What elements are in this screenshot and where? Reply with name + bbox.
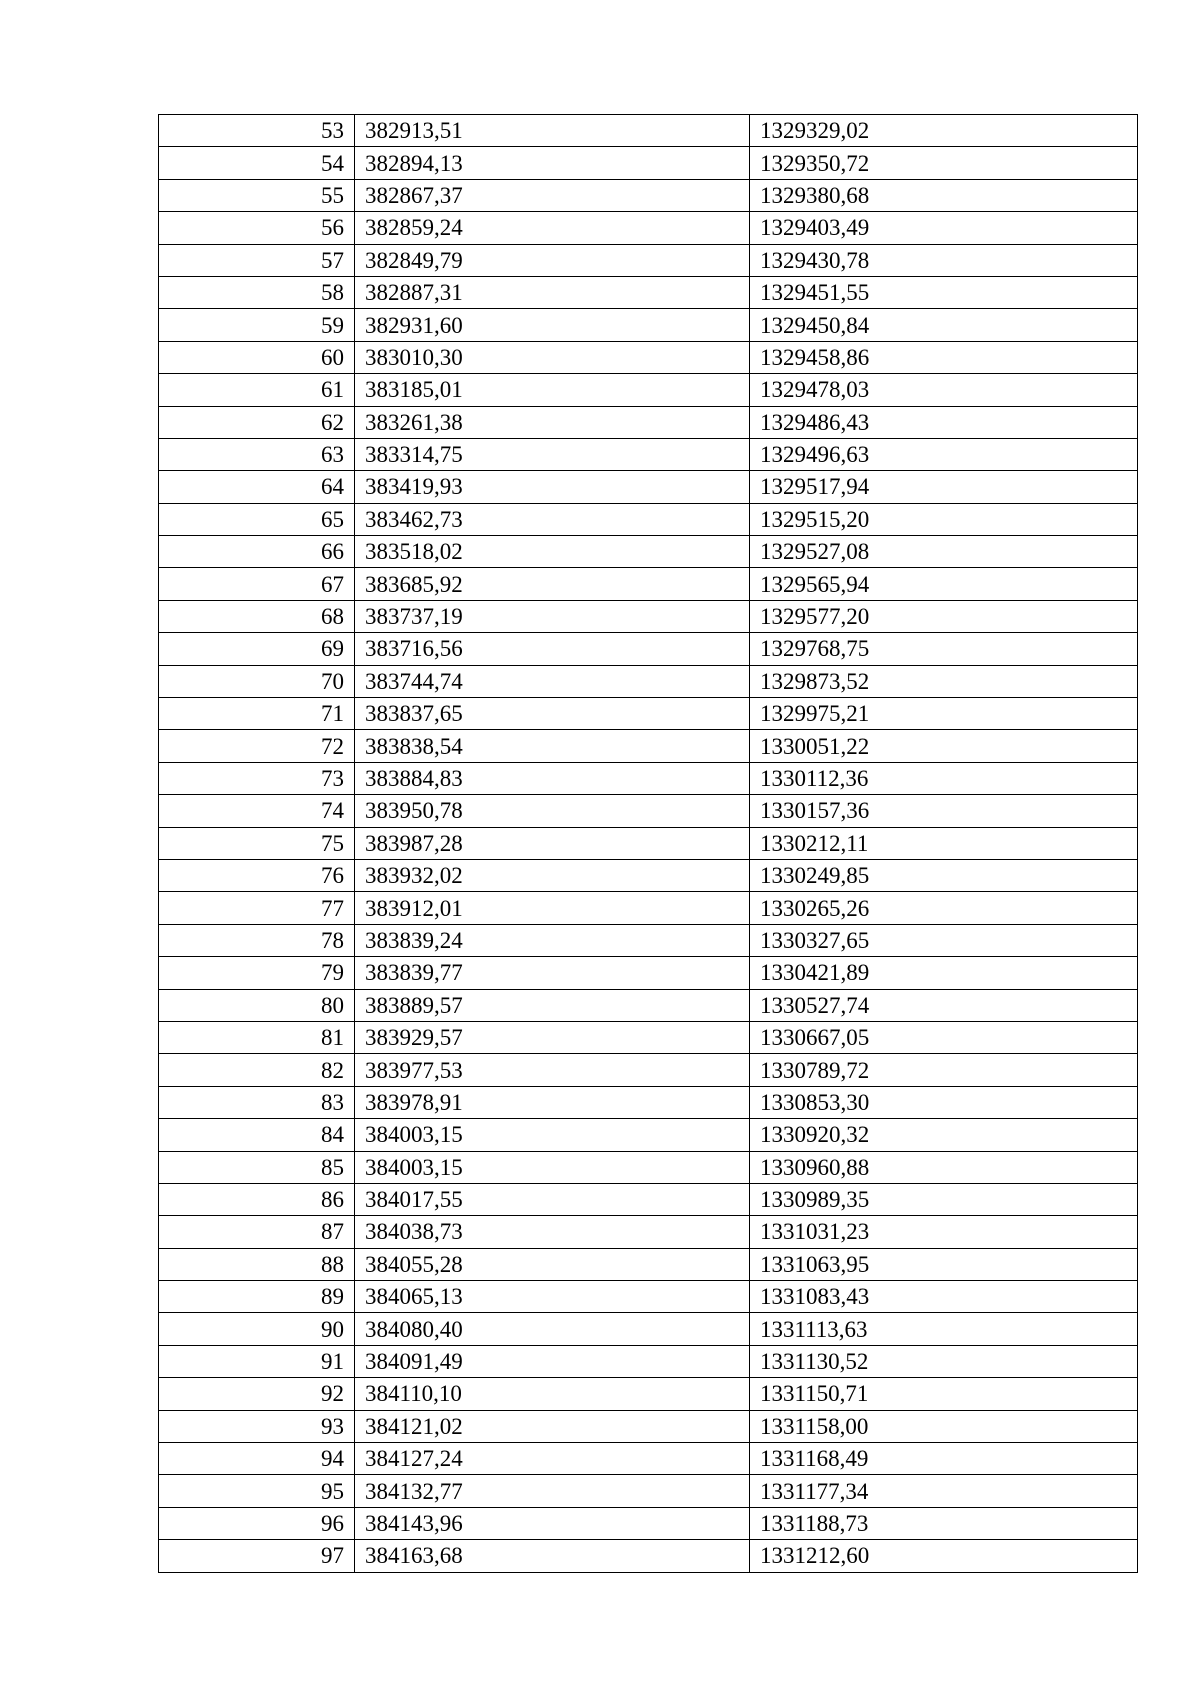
table-row xyxy=(159,1313,1138,1345)
y-coordinate-cell: 1329873,52 xyxy=(750,665,1138,697)
table-row xyxy=(159,1248,1138,1280)
x-coordinate-cell: 383839,77 xyxy=(355,957,750,989)
x-coordinate-cell: 384091,49 xyxy=(355,1345,750,1377)
y-coordinate-cell: 1329478,03 xyxy=(750,374,1138,406)
point-number-cell: 93 xyxy=(159,1410,355,1442)
point-number-cell: 80 xyxy=(159,989,355,1021)
point-number-cell: 95 xyxy=(159,1475,355,1507)
x-coordinate-cell: 382913,51 xyxy=(355,115,750,147)
x-coordinate-cell: 384055,28 xyxy=(355,1248,750,1280)
point-number-cell: 65 xyxy=(159,503,355,535)
y-coordinate-cell: 1331188,73 xyxy=(750,1507,1138,1539)
table-row xyxy=(159,924,1138,956)
table-row xyxy=(159,1345,1138,1377)
point-number-cell: 59 xyxy=(159,309,355,341)
point-number-cell: 88 xyxy=(159,1248,355,1280)
x-coordinate-cell: 383837,65 xyxy=(355,698,750,730)
y-coordinate-cell: 1330265,26 xyxy=(750,892,1138,924)
y-coordinate-cell: 1330920,32 xyxy=(750,1119,1138,1151)
x-coordinate-cell: 382887,31 xyxy=(355,276,750,308)
table-row xyxy=(159,827,1138,859)
point-number-cell: 61 xyxy=(159,374,355,406)
x-coordinate-cell: 383839,24 xyxy=(355,924,750,956)
x-coordinate-cell: 383884,83 xyxy=(355,762,750,794)
y-coordinate-cell: 1330157,36 xyxy=(750,795,1138,827)
table-row xyxy=(159,438,1138,470)
x-coordinate-cell: 384003,15 xyxy=(355,1151,750,1183)
table-row xyxy=(159,147,1138,179)
table-row xyxy=(159,244,1138,276)
x-coordinate-cell: 383744,74 xyxy=(355,665,750,697)
x-coordinate-cell: 384143,96 xyxy=(355,1507,750,1539)
point-number-cell: 81 xyxy=(159,1021,355,1053)
y-coordinate-cell: 1330327,65 xyxy=(750,924,1138,956)
table-row xyxy=(159,665,1138,697)
y-coordinate-cell: 1330989,35 xyxy=(750,1183,1138,1215)
table-row xyxy=(159,1443,1138,1475)
y-coordinate-cell: 1331168,49 xyxy=(750,1443,1138,1475)
x-coordinate-cell: 383518,02 xyxy=(355,536,750,568)
table-row xyxy=(159,471,1138,503)
y-coordinate-cell: 1329515,20 xyxy=(750,503,1138,535)
x-coordinate-cell: 383716,56 xyxy=(355,633,750,665)
point-number-cell: 92 xyxy=(159,1378,355,1410)
x-coordinate-cell: 384163,68 xyxy=(355,1540,750,1572)
table-row xyxy=(159,503,1138,535)
x-coordinate-cell: 384127,24 xyxy=(355,1443,750,1475)
coordinates-table xyxy=(158,114,1138,1573)
point-number-cell: 73 xyxy=(159,762,355,794)
point-number-cell: 84 xyxy=(159,1119,355,1151)
table-row xyxy=(159,633,1138,665)
y-coordinate-cell: 1329517,94 xyxy=(750,471,1138,503)
point-number-cell: 62 xyxy=(159,406,355,438)
point-number-cell: 66 xyxy=(159,536,355,568)
y-coordinate-cell: 1331113,63 xyxy=(750,1313,1138,1345)
table-row xyxy=(159,1216,1138,1248)
x-coordinate-cell: 383314,75 xyxy=(355,438,750,470)
table-row xyxy=(159,1021,1138,1053)
x-coordinate-cell: 383977,53 xyxy=(355,1054,750,1086)
x-coordinate-cell: 383185,01 xyxy=(355,374,750,406)
point-number-cell: 74 xyxy=(159,795,355,827)
y-coordinate-cell: 1331031,23 xyxy=(750,1216,1138,1248)
y-coordinate-cell: 1329496,63 xyxy=(750,438,1138,470)
x-coordinate-cell: 383685,92 xyxy=(355,568,750,600)
x-coordinate-cell: 384132,77 xyxy=(355,1475,750,1507)
table-row xyxy=(159,859,1138,891)
y-coordinate-cell: 1330789,72 xyxy=(750,1054,1138,1086)
y-coordinate-cell: 1329486,43 xyxy=(750,406,1138,438)
point-number-cell: 72 xyxy=(159,730,355,762)
point-number-cell: 56 xyxy=(159,212,355,244)
point-number-cell: 68 xyxy=(159,600,355,632)
point-number-cell: 67 xyxy=(159,568,355,600)
table-row xyxy=(159,795,1138,827)
x-coordinate-cell: 383950,78 xyxy=(355,795,750,827)
y-coordinate-cell: 1329451,55 xyxy=(750,276,1138,308)
table-row xyxy=(159,568,1138,600)
y-coordinate-cell: 1329403,49 xyxy=(750,212,1138,244)
table-row xyxy=(159,179,1138,211)
table-row xyxy=(159,698,1138,730)
y-coordinate-cell: 1329350,72 xyxy=(750,147,1138,179)
table-row xyxy=(159,1378,1138,1410)
table-row xyxy=(159,957,1138,989)
point-number-cell: 91 xyxy=(159,1345,355,1377)
x-coordinate-cell: 383261,38 xyxy=(355,406,750,438)
x-coordinate-cell: 382931,60 xyxy=(355,309,750,341)
table-row xyxy=(159,1540,1138,1572)
point-number-cell: 63 xyxy=(159,438,355,470)
point-number-cell: 96 xyxy=(159,1507,355,1539)
point-number-cell: 58 xyxy=(159,276,355,308)
y-coordinate-cell: 1329329,02 xyxy=(750,115,1138,147)
table-row xyxy=(159,1119,1138,1151)
y-coordinate-cell: 1330853,30 xyxy=(750,1086,1138,1118)
y-coordinate-cell: 1329458,86 xyxy=(750,341,1138,373)
x-coordinate-cell: 383889,57 xyxy=(355,989,750,1021)
x-coordinate-cell: 383419,93 xyxy=(355,471,750,503)
point-number-cell: 76 xyxy=(159,859,355,891)
table-row xyxy=(159,730,1138,762)
point-number-cell: 94 xyxy=(159,1443,355,1475)
point-number-cell: 79 xyxy=(159,957,355,989)
x-coordinate-cell: 383912,01 xyxy=(355,892,750,924)
x-coordinate-cell: 384017,55 xyxy=(355,1183,750,1215)
table-row xyxy=(159,536,1138,568)
y-coordinate-cell: 1329430,78 xyxy=(750,244,1138,276)
point-number-cell: 77 xyxy=(159,892,355,924)
point-number-cell: 71 xyxy=(159,698,355,730)
y-coordinate-cell: 1329527,08 xyxy=(750,536,1138,568)
x-coordinate-cell: 383987,28 xyxy=(355,827,750,859)
table-row xyxy=(159,600,1138,632)
y-coordinate-cell: 1329577,20 xyxy=(750,600,1138,632)
coordinates-table-body xyxy=(159,115,1138,1573)
table-row xyxy=(159,212,1138,244)
table-row xyxy=(159,406,1138,438)
table-row xyxy=(159,1281,1138,1313)
x-coordinate-cell: 383838,54 xyxy=(355,730,750,762)
table-row xyxy=(159,1054,1138,1086)
point-number-cell: 70 xyxy=(159,665,355,697)
x-coordinate-cell: 382894,13 xyxy=(355,147,750,179)
x-coordinate-cell: 383932,02 xyxy=(355,859,750,891)
x-coordinate-cell: 384080,40 xyxy=(355,1313,750,1345)
y-coordinate-cell: 1331158,00 xyxy=(750,1410,1138,1442)
x-coordinate-cell: 384121,02 xyxy=(355,1410,750,1442)
x-coordinate-cell: 384110,10 xyxy=(355,1378,750,1410)
point-number-cell: 83 xyxy=(159,1086,355,1118)
table-row xyxy=(159,989,1138,1021)
point-number-cell: 87 xyxy=(159,1216,355,1248)
y-coordinate-cell: 1330249,85 xyxy=(750,859,1138,891)
y-coordinate-cell: 1331083,43 xyxy=(750,1281,1138,1313)
table-row xyxy=(159,1410,1138,1442)
y-coordinate-cell: 1329565,94 xyxy=(750,568,1138,600)
y-coordinate-cell: 1329768,75 xyxy=(750,633,1138,665)
y-coordinate-cell: 1331177,34 xyxy=(750,1475,1138,1507)
point-number-cell: 89 xyxy=(159,1281,355,1313)
point-number-cell: 86 xyxy=(159,1183,355,1215)
x-coordinate-cell: 382867,37 xyxy=(355,179,750,211)
point-number-cell: 90 xyxy=(159,1313,355,1345)
table-row xyxy=(159,341,1138,373)
table-row xyxy=(159,1183,1138,1215)
x-coordinate-cell: 384003,15 xyxy=(355,1119,750,1151)
point-number-cell: 57 xyxy=(159,244,355,276)
point-number-cell: 54 xyxy=(159,147,355,179)
table-row xyxy=(159,309,1138,341)
x-coordinate-cell: 383462,73 xyxy=(355,503,750,535)
y-coordinate-cell: 1330527,74 xyxy=(750,989,1138,1021)
point-number-cell: 75 xyxy=(159,827,355,859)
x-coordinate-cell: 383978,91 xyxy=(355,1086,750,1118)
y-coordinate-cell: 1330667,05 xyxy=(750,1021,1138,1053)
y-coordinate-cell: 1330051,22 xyxy=(750,730,1138,762)
y-coordinate-cell: 1330112,36 xyxy=(750,762,1138,794)
y-coordinate-cell: 1330960,88 xyxy=(750,1151,1138,1183)
table-row xyxy=(159,374,1138,406)
x-coordinate-cell: 383929,57 xyxy=(355,1021,750,1053)
y-coordinate-cell: 1331130,52 xyxy=(750,1345,1138,1377)
point-number-cell: 64 xyxy=(159,471,355,503)
point-number-cell: 78 xyxy=(159,924,355,956)
point-number-cell: 69 xyxy=(159,633,355,665)
y-coordinate-cell: 1330212,11 xyxy=(750,827,1138,859)
point-number-cell: 60 xyxy=(159,341,355,373)
point-number-cell: 53 xyxy=(159,115,355,147)
x-coordinate-cell: 382849,79 xyxy=(355,244,750,276)
x-coordinate-cell: 384038,73 xyxy=(355,1216,750,1248)
x-coordinate-cell: 383010,30 xyxy=(355,341,750,373)
y-coordinate-cell: 1331212,60 xyxy=(750,1540,1138,1572)
y-coordinate-cell: 1331150,71 xyxy=(750,1378,1138,1410)
y-coordinate-cell: 1331063,95 xyxy=(750,1248,1138,1280)
x-coordinate-cell: 383737,19 xyxy=(355,600,750,632)
y-coordinate-cell: 1329975,21 xyxy=(750,698,1138,730)
table-row xyxy=(159,1151,1138,1183)
table-row xyxy=(159,1475,1138,1507)
y-coordinate-cell: 1330421,89 xyxy=(750,957,1138,989)
x-coordinate-cell: 382859,24 xyxy=(355,212,750,244)
x-coordinate-cell: 384065,13 xyxy=(355,1281,750,1313)
point-number-cell: 85 xyxy=(159,1151,355,1183)
table-row xyxy=(159,762,1138,794)
table-row xyxy=(159,115,1138,147)
table-row xyxy=(159,276,1138,308)
point-number-cell: 97 xyxy=(159,1540,355,1572)
y-coordinate-cell: 1329450,84 xyxy=(750,309,1138,341)
y-coordinate-cell: 1329380,68 xyxy=(750,179,1138,211)
table-row xyxy=(159,1507,1138,1539)
table-row xyxy=(159,892,1138,924)
table-row xyxy=(159,1086,1138,1118)
point-number-cell: 82 xyxy=(159,1054,355,1086)
point-number-cell: 55 xyxy=(159,179,355,211)
